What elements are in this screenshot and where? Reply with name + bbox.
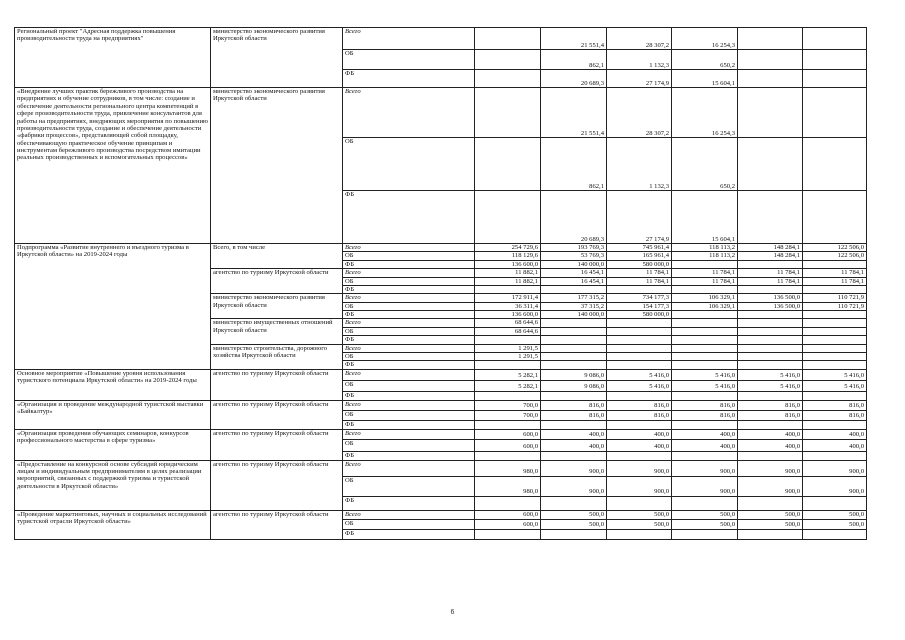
amount-cell — [738, 311, 803, 319]
amount-cell: 5 416,0 — [803, 369, 867, 380]
amount-cell — [738, 28, 803, 50]
amount-cell: 900,0 — [672, 460, 738, 476]
amount-cell — [672, 391, 738, 400]
responsible-cell: министерство имущественных отношений Иркутской области — [211, 319, 343, 344]
amount-cell: 11 784,1 — [738, 277, 803, 285]
amount-cell — [803, 420, 867, 429]
amount-cell: 16 254,3 — [672, 28, 738, 50]
amount-cell: 5 416,0 — [738, 380, 803, 391]
amount-cell: 900,0 — [607, 476, 672, 496]
amount-cell — [541, 361, 607, 369]
amount-cell: 900,0 — [803, 476, 867, 496]
amount-cell: 254 729,6 — [475, 244, 541, 252]
amount-cell: 15 604,1 — [672, 70, 738, 88]
amount-cell: 400,0 — [541, 429, 607, 439]
amount-cell — [541, 344, 607, 352]
amount-cell: 136 600,0 — [475, 260, 541, 268]
amount-cell — [803, 451, 867, 460]
amount-cell: 5 416,0 — [672, 380, 738, 391]
funding-source-cell: Всего — [343, 344, 475, 352]
responsible-cell: агентство по туризму Иркутской области — [211, 400, 343, 429]
amount-cell — [672, 319, 738, 327]
amount-cell: 816,0 — [738, 410, 803, 420]
amount-cell: 400,0 — [541, 439, 607, 451]
amount-cell — [672, 529, 738, 539]
amount-cell: 5 416,0 — [672, 369, 738, 380]
table-row — [15, 369, 867, 380]
page-number: 6 — [450, 609, 455, 616]
funding-source-cell: Всего — [343, 269, 475, 277]
amount-cell: 27 174,9 — [607, 191, 672, 244]
amount-cell — [475, 191, 541, 244]
amount-cell — [803, 319, 867, 327]
funding-source-cell: ФБ — [343, 451, 475, 460]
amount-cell — [672, 336, 738, 344]
amount-cell: 650,2 — [672, 50, 738, 70]
funding-source-cell: ОБ — [343, 410, 475, 420]
amount-cell: 27 174,9 — [607, 70, 672, 88]
budget-table — [14, 27, 867, 540]
amount-cell — [738, 391, 803, 400]
activity-name-cell: «Организация проведения обучающих семинаров, конкурсов профессионального мастерства в сфере туризма» — [15, 429, 211, 460]
amount-cell — [541, 451, 607, 460]
amount-cell: 816,0 — [541, 410, 607, 420]
amount-cell — [803, 344, 867, 352]
amount-cell — [475, 50, 541, 70]
amount-cell — [607, 327, 672, 335]
amount-cell — [738, 336, 803, 344]
amount-cell: 118 113,2 — [672, 244, 738, 252]
amount-cell — [607, 420, 672, 429]
amount-cell: 500,0 — [672, 519, 738, 529]
amount-cell: 600,0 — [475, 519, 541, 529]
amount-cell — [672, 496, 738, 510]
amount-cell: 980,0 — [475, 460, 541, 476]
funding-source-cell: ОБ — [343, 138, 475, 191]
amount-cell: 5 416,0 — [607, 380, 672, 391]
amount-cell: 1 291,5 — [475, 344, 541, 352]
amount-cell — [475, 88, 541, 138]
funding-source-cell: Всего — [343, 319, 475, 327]
responsible-cell: агентство по туризму Иркутской области — [211, 269, 343, 294]
amount-cell — [738, 191, 803, 244]
amount-cell — [738, 344, 803, 352]
amount-cell — [738, 319, 803, 327]
amount-cell — [607, 496, 672, 510]
amount-cell: 400,0 — [803, 429, 867, 439]
amount-cell — [607, 529, 672, 539]
amount-cell — [738, 285, 803, 293]
amount-cell: 11 784,1 — [803, 277, 867, 285]
responsible-cell: Всего, в том числе — [211, 244, 343, 269]
amount-cell: 500,0 — [672, 510, 738, 519]
table-row — [15, 460, 867, 476]
amount-cell: 500,0 — [803, 519, 867, 529]
amount-cell: 900,0 — [541, 460, 607, 476]
amount-cell: 980,0 — [475, 476, 541, 496]
amount-cell — [475, 138, 541, 191]
amount-cell — [738, 352, 803, 360]
amount-cell — [475, 529, 541, 539]
amount-cell — [738, 496, 803, 510]
responsible-cell: министерство строительства, дорожного хозяйства Иркутской области — [211, 344, 343, 369]
amount-cell — [672, 344, 738, 352]
amount-cell — [475, 361, 541, 369]
amount-cell: 110 721,9 — [803, 302, 867, 310]
funding-source-cell: Всего — [343, 244, 475, 252]
amount-cell: 15 604,1 — [672, 191, 738, 244]
amount-cell: 700,0 — [475, 410, 541, 420]
table-row — [15, 28, 867, 50]
funding-source-cell: ФБ — [343, 285, 475, 293]
activity-name-cell: «Внедрение лучших практик бережливого производства на предприятиях и обучение сотрудников, в том числе: создание и обеспечение деятельности регионального центра компетенций в сфере производительности труда, привлечение консультантов для работы на предприятиях, внедряющих мероприятия по повышению производительности труда, создание и обеспечение деятельности «фабрики процессов», представляющей собой площадку, обеспечивающую практическое обучение принципам и инструментам бережливого производства посредством имитации реальных производственных и вспомогательных процессов» — [15, 88, 211, 244]
funding-source-cell: ФБ — [343, 70, 475, 88]
amount-cell: 193 769,3 — [541, 244, 607, 252]
amount-cell — [803, 88, 867, 138]
funding-source-cell: ФБ — [343, 191, 475, 244]
funding-source-cell: Всего — [343, 88, 475, 138]
amount-cell — [738, 70, 803, 88]
responsible-cell: агентство по туризму Иркутской области — [211, 460, 343, 510]
activity-name-cell: Подпрограмма «Развитие внутреннего и въездного туризма в Иркутской области» на 2019-2024 годы — [15, 244, 211, 370]
amount-cell — [803, 285, 867, 293]
amount-cell — [803, 529, 867, 539]
responsible-cell: агентство по туризму Иркутской области — [211, 510, 343, 539]
amount-cell — [607, 361, 672, 369]
amount-cell: 816,0 — [672, 410, 738, 420]
amount-cell — [803, 191, 867, 244]
amount-cell: 400,0 — [672, 429, 738, 439]
amount-cell: 11 882,1 — [475, 277, 541, 285]
amount-cell — [803, 260, 867, 268]
funding-source-cell: Всего — [343, 294, 475, 302]
responsible-cell: министерство экономического развития Иркутской области — [211, 88, 343, 244]
amount-cell — [738, 451, 803, 460]
amount-cell: 20 689,3 — [541, 70, 607, 88]
funding-source-cell: Всего — [343, 429, 475, 439]
table-row — [15, 88, 867, 138]
amount-cell — [803, 336, 867, 344]
amount-cell: 900,0 — [738, 476, 803, 496]
amount-cell: 16 254,3 — [672, 88, 738, 138]
activity-name-cell: Региональный проект "Адресная поддержка повышения производительности труда на предприятиях" — [15, 28, 211, 88]
funding-source-cell: ФБ — [343, 496, 475, 510]
amount-cell — [541, 285, 607, 293]
amount-cell: 580 000,0 — [607, 260, 672, 268]
amount-cell: 900,0 — [541, 476, 607, 496]
amount-cell: 68 644,6 — [475, 327, 541, 335]
amount-cell — [803, 361, 867, 369]
amount-cell — [672, 361, 738, 369]
amount-cell: 36 311,4 — [475, 302, 541, 310]
amount-cell — [607, 391, 672, 400]
amount-cell — [541, 336, 607, 344]
amount-cell: 816,0 — [672, 400, 738, 410]
amount-cell — [672, 260, 738, 268]
amount-cell — [475, 391, 541, 400]
amount-cell: 106 329,1 — [672, 302, 738, 310]
amount-cell: 816,0 — [607, 400, 672, 410]
amount-cell — [541, 529, 607, 539]
amount-cell: 148 284,1 — [738, 252, 803, 260]
amount-cell: 400,0 — [803, 439, 867, 451]
amount-cell: 500,0 — [803, 510, 867, 519]
amount-cell — [803, 327, 867, 335]
amount-cell: 20 689,3 — [541, 191, 607, 244]
amount-cell — [475, 28, 541, 50]
funding-source-cell: Всего — [343, 460, 475, 476]
amount-cell — [541, 391, 607, 400]
amount-cell — [738, 50, 803, 70]
amount-cell: 500,0 — [607, 519, 672, 529]
amount-cell — [803, 50, 867, 70]
amount-cell: 122 506,0 — [803, 244, 867, 252]
amount-cell: 500,0 — [607, 510, 672, 519]
funding-source-cell: ФБ — [343, 336, 475, 344]
amount-cell: 11 784,1 — [607, 277, 672, 285]
amount-cell: 53 769,3 — [541, 252, 607, 260]
amount-cell: 900,0 — [738, 460, 803, 476]
table-body — [15, 28, 867, 540]
amount-cell: 11 784,1 — [803, 269, 867, 277]
amount-cell: 500,0 — [738, 519, 803, 529]
amount-cell — [738, 260, 803, 268]
responsible-cell: агентство по туризму Иркутской области — [211, 369, 343, 400]
amount-cell — [738, 138, 803, 191]
amount-cell: 400,0 — [607, 429, 672, 439]
funding-source-cell: Всего — [343, 369, 475, 380]
amount-cell — [803, 138, 867, 191]
amount-cell: 816,0 — [803, 400, 867, 410]
amount-cell: 172 911,4 — [475, 294, 541, 302]
amount-cell: 11 784,1 — [607, 269, 672, 277]
funding-source-cell: ОБ — [343, 476, 475, 496]
amount-cell — [541, 496, 607, 510]
amount-cell — [541, 420, 607, 429]
amount-cell — [475, 451, 541, 460]
amount-cell — [738, 420, 803, 429]
amount-cell: 106 329,1 — [672, 294, 738, 302]
amount-cell: 816,0 — [607, 410, 672, 420]
funding-source-cell: ОБ — [343, 252, 475, 260]
amount-cell: 11 784,1 — [738, 269, 803, 277]
table-row — [15, 510, 867, 519]
funding-source-cell: ОБ — [343, 327, 475, 335]
amount-cell: 5 282,1 — [475, 369, 541, 380]
amount-cell: 9 086,0 — [541, 369, 607, 380]
amount-cell — [541, 319, 607, 327]
funding-source-cell: ОБ — [343, 352, 475, 360]
amount-cell: 400,0 — [738, 429, 803, 439]
amount-cell: 745 961,4 — [607, 244, 672, 252]
amount-cell — [738, 361, 803, 369]
amount-cell — [803, 496, 867, 510]
amount-cell — [607, 319, 672, 327]
amount-cell: 21 551,4 — [541, 28, 607, 50]
amount-cell: 1 132,3 — [607, 138, 672, 191]
responsible-cell: министерство экономического развития Иркутской области — [211, 28, 343, 88]
amount-cell: 177 315,2 — [541, 294, 607, 302]
amount-cell: 5 416,0 — [607, 369, 672, 380]
amount-cell — [672, 327, 738, 335]
funding-source-cell: ОБ — [343, 380, 475, 391]
amount-cell: 500,0 — [541, 519, 607, 529]
amount-cell: 5 282,1 — [475, 380, 541, 391]
amount-cell: 700,0 — [475, 400, 541, 410]
funding-source-cell: ОБ — [343, 439, 475, 451]
amount-cell: 600,0 — [475, 510, 541, 519]
amount-cell: 136 500,0 — [738, 294, 803, 302]
funding-source-cell: ОБ — [343, 302, 475, 310]
funding-source-cell: ОБ — [343, 519, 475, 529]
amount-cell: 140 000,0 — [541, 311, 607, 319]
responsible-cell: министерство экономического развития Иркутской области — [211, 294, 343, 319]
amount-cell — [475, 70, 541, 88]
amount-cell: 650,2 — [672, 138, 738, 191]
table-row — [15, 400, 867, 410]
amount-cell: 148 284,1 — [738, 244, 803, 252]
amount-cell: 600,0 — [475, 429, 541, 439]
table-row — [15, 429, 867, 439]
amount-cell: 122 506,0 — [803, 252, 867, 260]
amount-cell — [738, 529, 803, 539]
amount-cell: 118 113,2 — [672, 252, 738, 260]
amount-cell: 11 784,1 — [672, 277, 738, 285]
amount-cell: 16 454,1 — [541, 269, 607, 277]
amount-cell: 580 000,0 — [607, 311, 672, 319]
amount-cell: 16 454,1 — [541, 277, 607, 285]
funding-source-cell: ФБ — [343, 529, 475, 539]
amount-cell — [475, 285, 541, 293]
amount-cell — [803, 28, 867, 50]
amount-cell — [803, 352, 867, 360]
amount-cell — [672, 420, 738, 429]
amount-cell: 816,0 — [803, 410, 867, 420]
amount-cell: 900,0 — [672, 476, 738, 496]
amount-cell: 110 721,9 — [803, 294, 867, 302]
amount-cell — [803, 70, 867, 88]
funding-source-cell: ОБ — [343, 277, 475, 285]
amount-cell: 5 416,0 — [738, 369, 803, 380]
amount-cell: 500,0 — [541, 510, 607, 519]
funding-source-cell: Всего — [343, 510, 475, 519]
amount-cell: 900,0 — [803, 460, 867, 476]
amount-cell: 400,0 — [672, 439, 738, 451]
activity-name-cell: «Проведение маркетинговых, научных и социальных исследований туристской отрасли Иркутской области» — [15, 510, 211, 539]
amount-cell: 11 784,1 — [672, 269, 738, 277]
activity-name-cell: «Предоставление на конкурсной основе субсидий юридическим лицам и индивидуальным предпринимателям в целях реализации мероприятий, связанных с поддержкой туризма и туристской деятельности в Иркутской области» — [15, 460, 211, 510]
amount-cell — [672, 285, 738, 293]
amount-cell — [672, 451, 738, 460]
responsible-cell: агентство по туризму Иркутской области — [211, 429, 343, 460]
amount-cell: 21 551,4 — [541, 88, 607, 138]
amount-cell — [475, 336, 541, 344]
amount-cell: 136 600,0 — [475, 311, 541, 319]
amount-cell: 28 307,2 — [607, 88, 672, 138]
amount-cell: 400,0 — [738, 439, 803, 451]
amount-cell: 118 129,6 — [475, 252, 541, 260]
amount-cell: 600,0 — [475, 439, 541, 451]
amount-cell: 68 644,6 — [475, 319, 541, 327]
amount-cell — [672, 311, 738, 319]
amount-cell — [803, 311, 867, 319]
amount-cell: 165 961,4 — [607, 252, 672, 260]
funding-source-cell: ОБ — [343, 50, 475, 70]
amount-cell: 5 416,0 — [803, 380, 867, 391]
amount-cell: 136 500,0 — [738, 302, 803, 310]
funding-source-cell: Всего — [343, 400, 475, 410]
amount-cell: 816,0 — [541, 400, 607, 410]
amount-cell: 11 882,1 — [475, 269, 541, 277]
amount-cell — [607, 352, 672, 360]
amount-cell — [607, 285, 672, 293]
amount-cell: 140 000,0 — [541, 260, 607, 268]
funding-source-cell: ФБ — [343, 420, 475, 429]
amount-cell — [607, 336, 672, 344]
amount-cell: 1 132,3 — [607, 50, 672, 70]
amount-cell: 900,0 — [607, 460, 672, 476]
amount-cell — [738, 327, 803, 335]
activity-name-cell: Основное мероприятие «Повышение уровня использования туристского потенциала Иркутской области» на 2019-2024 годы — [15, 369, 211, 400]
amount-cell: 28 307,2 — [607, 28, 672, 50]
amount-cell — [475, 420, 541, 429]
amount-cell: 862,1 — [541, 50, 607, 70]
amount-cell: 500,0 — [738, 510, 803, 519]
amount-cell — [541, 327, 607, 335]
amount-cell — [607, 451, 672, 460]
amount-cell: 862,1 — [541, 138, 607, 191]
amount-cell — [803, 391, 867, 400]
amount-cell — [738, 88, 803, 138]
funding-source-cell: Всего — [343, 28, 475, 50]
funding-source-cell: ФБ — [343, 260, 475, 268]
amount-cell — [672, 352, 738, 360]
activity-name-cell: «Организация и проведение международной туристской выставки «Байкалтур» — [15, 400, 211, 429]
amount-cell: 1 291,5 — [475, 352, 541, 360]
funding-source-cell: ФБ — [343, 311, 475, 319]
amount-cell — [475, 496, 541, 510]
funding-source-cell: ФБ — [343, 361, 475, 369]
amount-cell: 9 086,0 — [541, 380, 607, 391]
amount-cell — [607, 344, 672, 352]
amount-cell — [541, 352, 607, 360]
amount-cell: 734 177,3 — [607, 294, 672, 302]
amount-cell: 816,0 — [738, 400, 803, 410]
amount-cell: 400,0 — [607, 439, 672, 451]
funding-source-cell: ФБ — [343, 391, 475, 400]
table-row — [15, 244, 867, 252]
amount-cell: 37 315,2 — [541, 302, 607, 310]
amount-cell: 154 177,3 — [607, 302, 672, 310]
